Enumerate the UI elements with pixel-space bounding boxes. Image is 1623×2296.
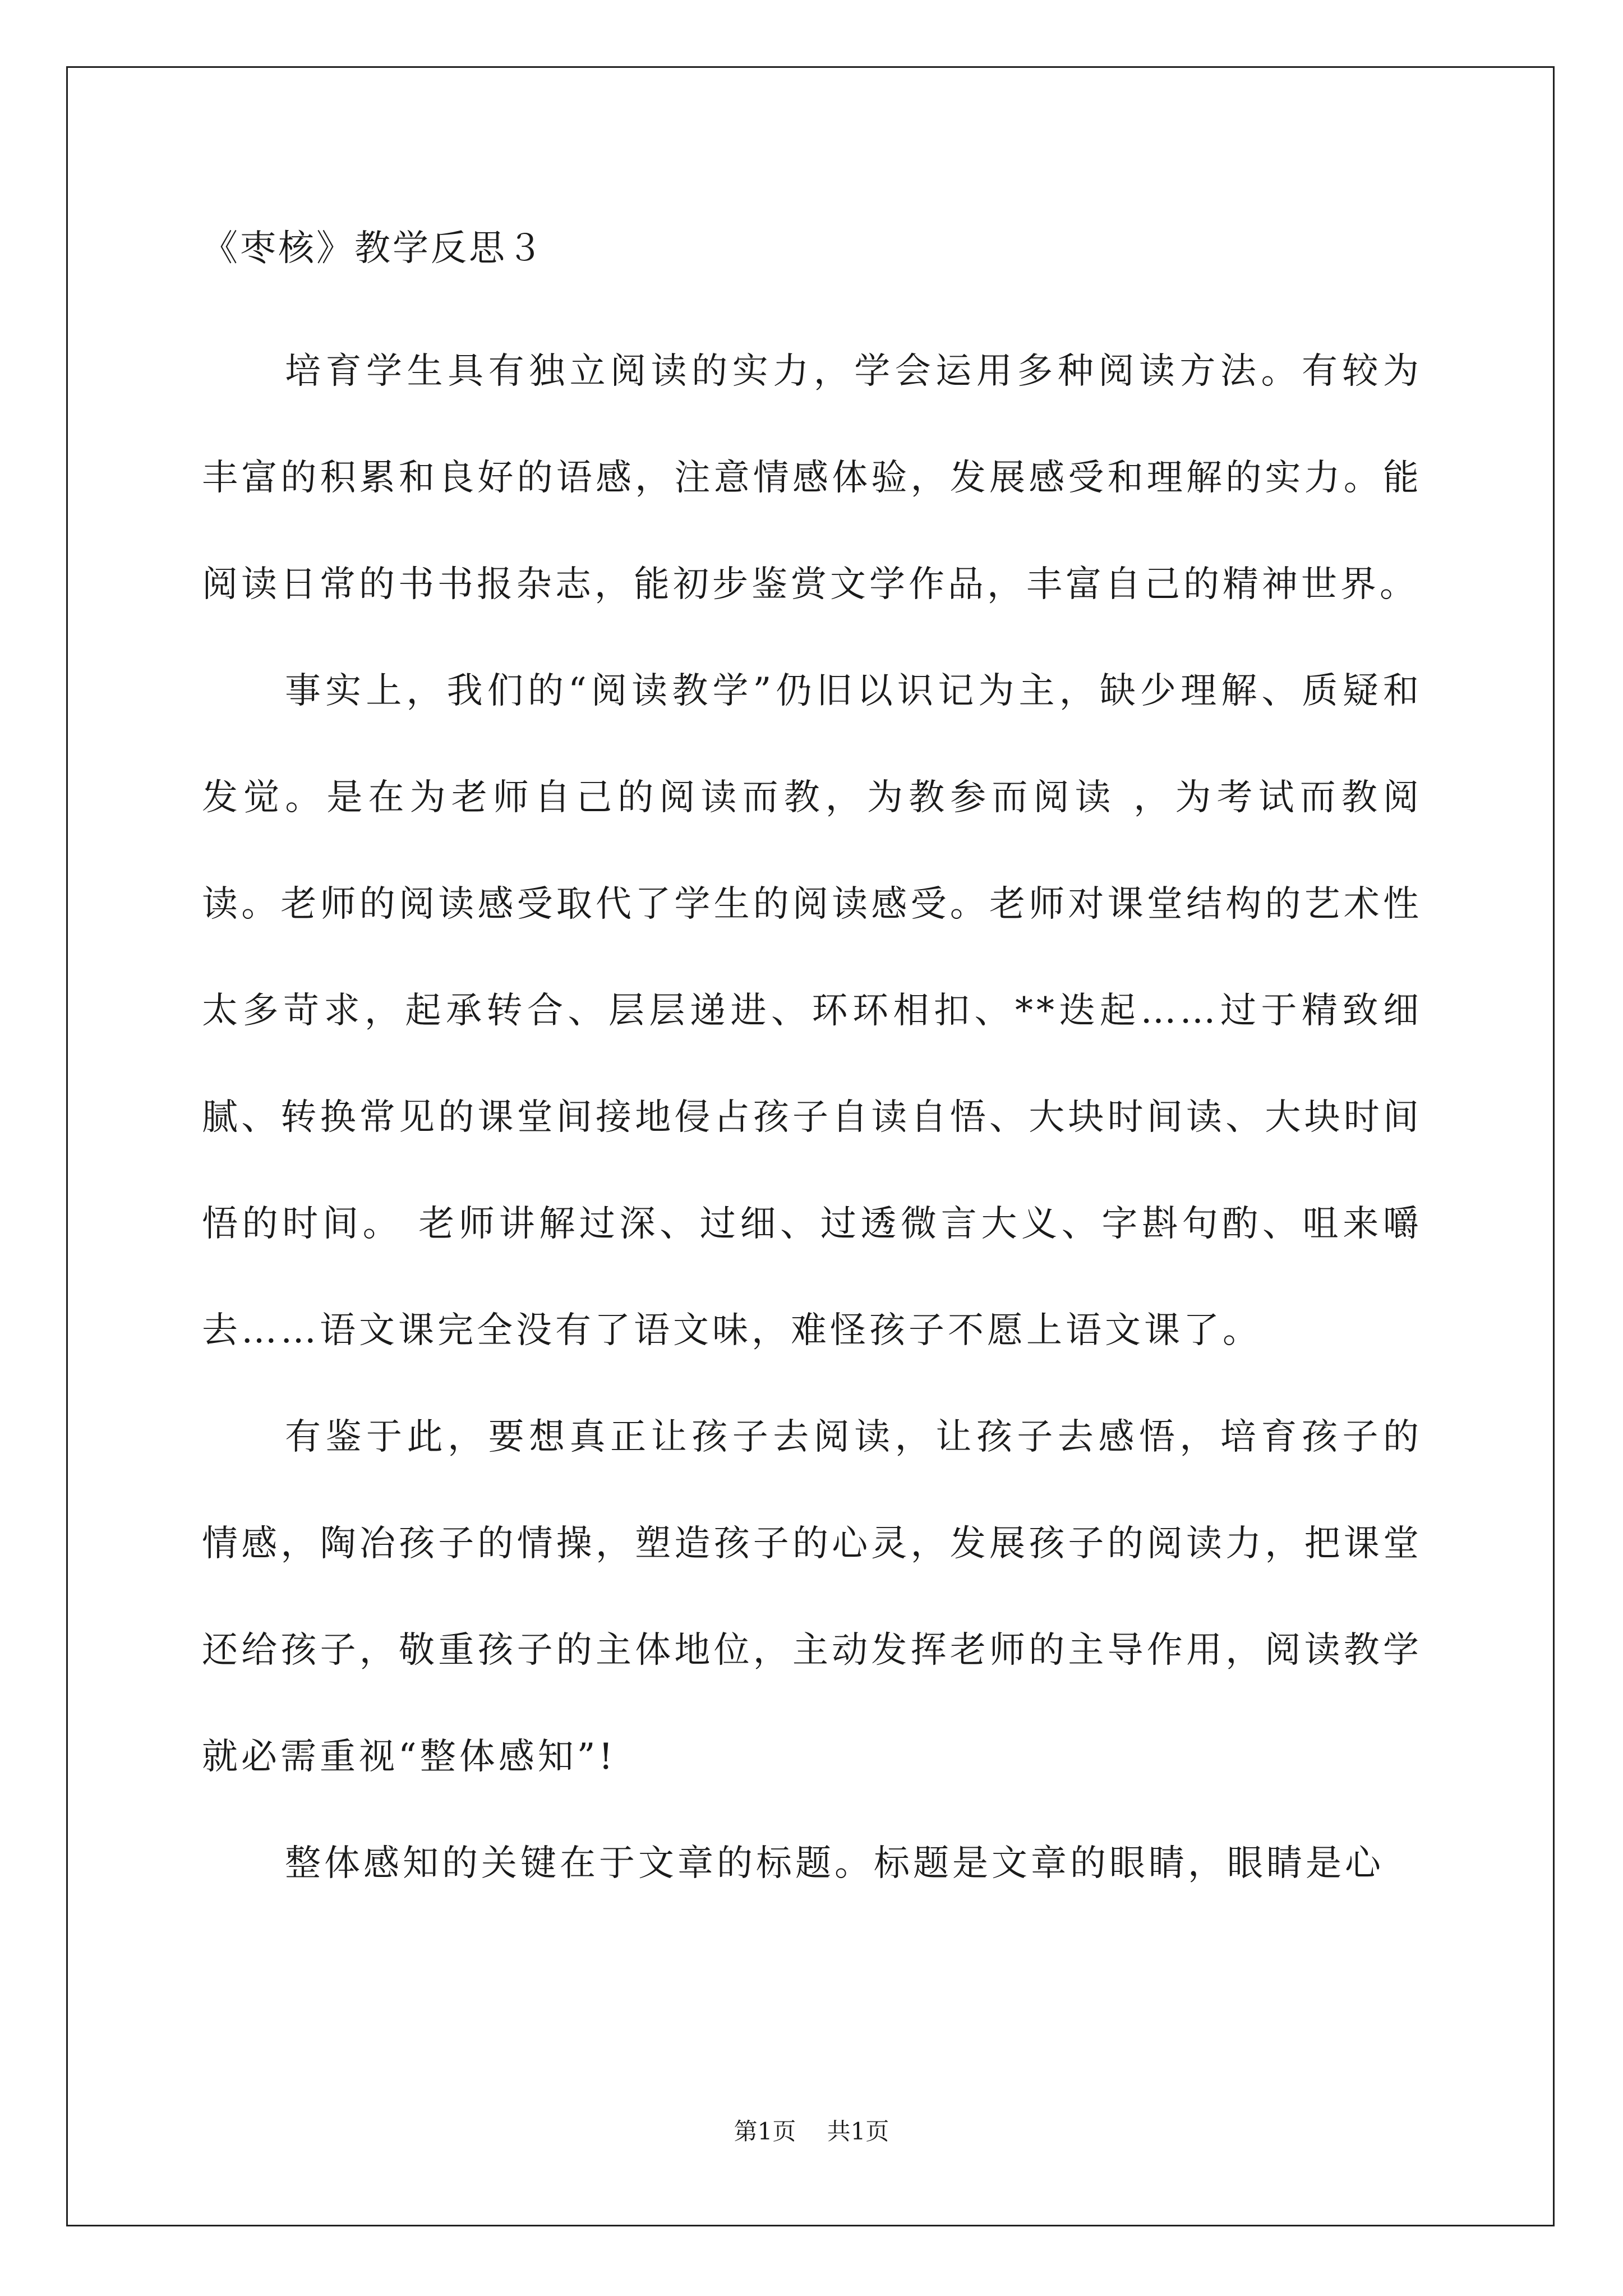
page-footer: 第1页 共1页 <box>734 2118 889 2145</box>
paragraph-3: 有鉴于此，要想真正让孩子去阅读，让孩子去感悟，培育孩子的情感，陶冶孩子的情操，塑造孩子的心灵，发展孩子的阅读力，把课堂还给孩子，敬重孩子的主体地位，主动发挥老师的主导作用，阅读教学就必需重视“整体感知”! <box>202 1416 1422 1778</box>
paragraph-4: 整体感知的关键在于文章的标题。标题是文章的眼睛，眼睛是心 <box>285 1843 1384 1884</box>
paragraph-2: 事实上，我们的“阅读教学”仍旧以识记为主，缺少理解、质疑和发觉。是在为老师自己的阅读而教，为教参而阅读 ，为考试而教阅读。老师的阅读感受取代了学生的阅读感受。老师对课堂结构的艺术性太多苛求，起承转合、层层递进、环环相扣、**迭起……过于精致细腻、转换常见的课堂间接地侵占孩子自读自悟、大块时间读、大块时间悟的时间。 老师讲解过深、过细、过透微言大义、字斟句酌、咀来嚼去……语文课完全没有了语文味，难怪孩子不愿上语文课了。 <box>202 670 1422 1351</box>
paragraph-1: 培育学生具有独立阅读的实力，学会运用多种阅读方法。有较为丰富的积累和良好的语感，注意情感体验，发展感受和理解的实力。能阅读日常的书书报杂志，能初步鉴赏文学作品，丰富自己的精神世界。 <box>202 351 1422 605</box>
document-title: 《枣核》教学反思３ <box>202 228 545 269</box>
document-body <box>202 222 1422 1917</box>
